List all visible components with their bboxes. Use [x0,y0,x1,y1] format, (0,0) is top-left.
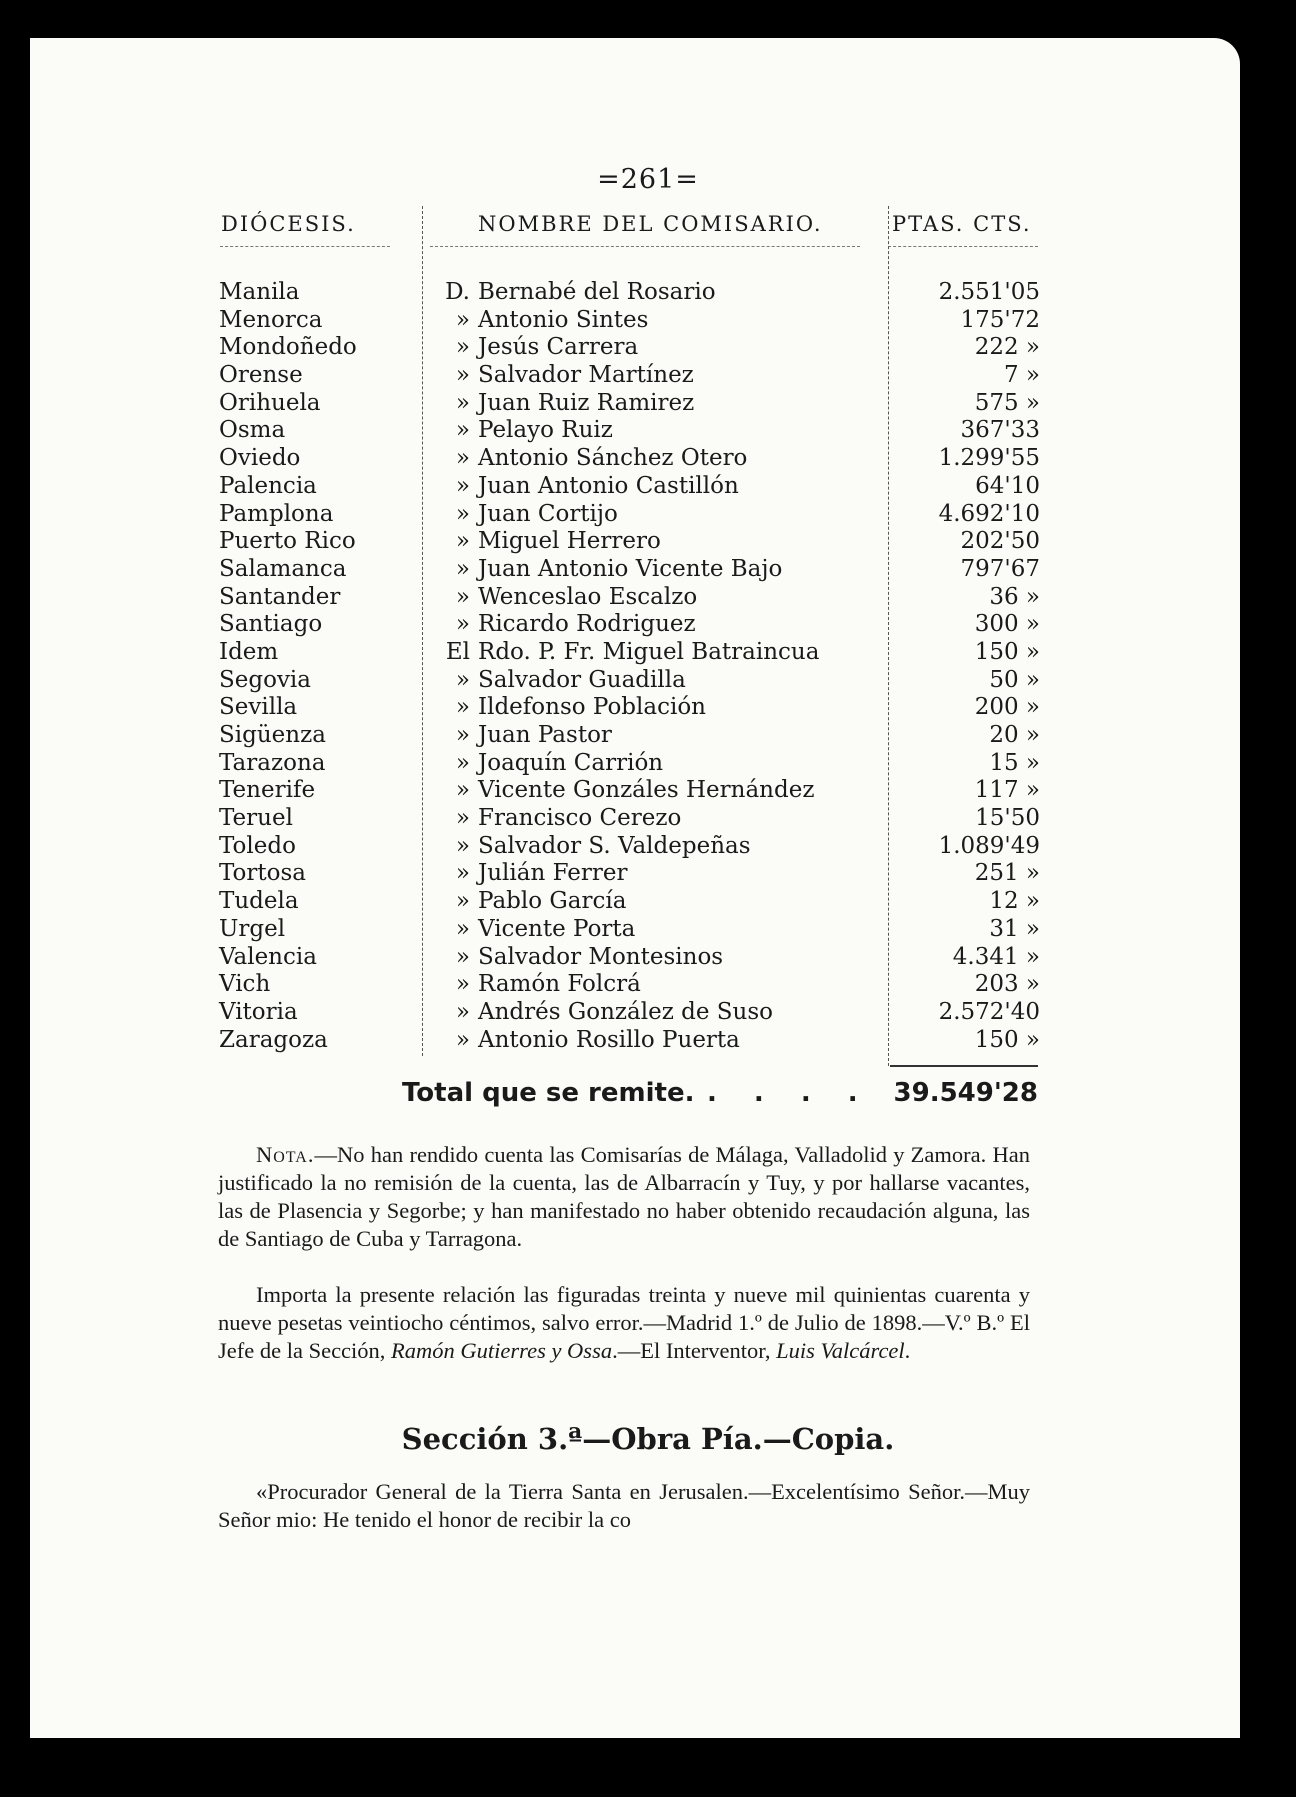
honorific-cell: » [455,500,470,527]
diocesis-cell: Orihuela [219,389,321,416]
honorific-cell: » [455,722,470,748]
comisario-name-cell: Salvador Guadilla [478,666,686,693]
diocese-table [0,279,1296,1054]
honorific-cell: » [455,915,470,942]
honorific-cell: » [455,998,470,1025]
amount-cell: 31 » [989,915,1040,942]
diocesis-cell: Vitoria [219,998,298,1025]
amount-cell: 4.692'10 [938,500,1040,527]
amount-cell: 150 » [974,1026,1040,1053]
table-row [0,860,1296,888]
comisario-name-cell: Antonio Sintes [478,306,649,333]
importa-text: Importa la presente relación las figuradas treinta y nueve mil quinientas cuarenta y nueve pesetas veintiocho céntimos, salvo error.—Madrid 1.º de Julio de 1898.—V.º B.º El Jefe de la Sección, [218,1282,1030,1363]
header-rule-diocesis [220,246,390,247]
amount-cell: 222 » [974,334,1040,361]
amount-cell: 575 » [974,389,1040,416]
table-row [0,639,1296,667]
table-row [0,750,1296,778]
honorific-cell: » [455,306,470,333]
table-row [0,833,1296,861]
amount-cell: 200 » [974,694,1040,721]
procurador-paragraph [218,1478,1030,1534]
importa-end-text: . [904,1338,911,1363]
diocesis-cell: Mondoñedo [219,334,357,361]
honorific-cell: » [455,971,470,998]
diocesis-cell: Toledo [219,832,296,859]
table-row [0,999,1296,1027]
honorific-cell: El [445,638,470,665]
diocesis-cell: Manila [219,279,300,305]
procurador-text: «Procurador General de la Tierra Santa en Jerusalen.—Excelentísimo Señor.—Muy Señor mio: He tenido el honor de recibir la co [218,1479,1030,1532]
amount-cell: 203 » [974,971,1040,998]
table-row [0,777,1296,805]
comisario-name-cell: Wenceslao Escalzo [478,583,698,610]
comisario-name-cell: Francisco Cerezo [478,805,682,832]
amount-cell: 36 » [989,583,1040,610]
diocesis-cell: Santiago [219,611,323,638]
header-nombre-comisario: NOMBRE DEL COMISARIO. [478,212,823,236]
comisario-name-cell: Ricardo Rodriguez [478,611,696,638]
header-rule-nombre [430,246,860,247]
amount-cell: 202'50 [960,528,1040,555]
diocesis-cell: Idem [219,638,279,665]
table-row [0,362,1296,390]
diocesis-cell: Santander [219,583,341,610]
header-diocesis: DIÓCESIS. [221,212,356,236]
comisario-name-cell: Rdo. P. Fr. Miguel Batraincua [478,638,820,665]
diocesis-cell: Tudela [219,888,299,915]
honorific-cell: » [455,334,470,361]
diocesis-cell: Zaragoza [219,1026,328,1053]
table-row [0,694,1296,722]
interventor-signature-name: Luis Valcárcel [776,1338,905,1363]
amount-cell: 64'10 [975,472,1040,499]
diocesis-cell: Teruel [219,805,293,832]
honorific-cell: » [455,583,470,610]
honorific-cell: » [455,472,470,499]
diocesis-cell: Sigüenza [219,722,326,748]
table-row [0,279,1296,307]
comisario-name-cell: Juan Pastor [478,722,612,748]
diocesis-cell: Tortosa [219,860,307,887]
diocesis-cell: Tarazona [219,749,326,776]
diocesis-cell: Orense [219,362,303,389]
amount-cell: 15'50 [975,805,1040,832]
diocesis-cell: Salamanca [219,555,347,582]
diocesis-cell: Oviedo [219,445,301,472]
diocesis-cell: Valencia [219,943,317,970]
comisario-name-cell: Salvador Montesinos [478,943,724,970]
amount-cell: 2.551'05 [938,279,1040,305]
comisario-name-cell: Juan Antonio Castillón [478,472,739,499]
comisario-name-cell: Bernabé del Rosario [478,279,716,305]
comisario-name-cell: Ramón Folcrá [478,971,641,998]
honorific-cell: D. [445,279,470,305]
honorific-cell: » [455,555,470,582]
table-row [0,971,1296,999]
comisario-name-cell: Antonio Sánchez Otero [478,445,748,472]
section-heading: Sección 3.ª—Obra Pía.—Copia. [401,1422,895,1456]
honorific-cell: » [455,777,470,804]
diocesis-cell: Puerto Rico [219,528,356,555]
amount-cell: 251 » [974,860,1040,887]
honorific-cell: » [455,389,470,416]
table-row [0,390,1296,418]
diocesis-cell: Segovia [219,666,311,693]
table-row [0,805,1296,833]
honorific-cell: » [455,445,470,472]
honorific-cell: » [455,666,470,693]
amount-cell: 12 » [989,888,1040,915]
amount-cell: 150 » [974,638,1040,665]
amount-cell: 50 » [989,666,1040,693]
table-row [0,1027,1296,1055]
amount-cell: 1.299'55 [938,445,1040,472]
honorific-cell: » [455,362,470,389]
amount-cell: 7 » [1003,362,1040,389]
honorific-cell: » [455,417,470,444]
total-value: 39.549'28 [893,1078,1038,1108]
amount-cell: 4.341 » [952,943,1040,970]
honorific-cell: » [455,1026,470,1053]
comisario-name-cell: Julián Ferrer [478,860,628,887]
comisario-name-cell: Vicente Gonzáles Hernández [478,777,815,804]
diocesis-cell: Tenerife [219,777,316,804]
comisario-name-cell: Joaquín Carrión [478,749,664,776]
importa-middle-text: .—El Interventor, [612,1338,777,1363]
nota-paragraph [218,1141,1030,1253]
table-row [0,722,1296,750]
amount-cell: 15 » [989,749,1040,776]
nota-label: Nota. [256,1142,315,1167]
comisario-name-cell: Pablo García [478,888,627,915]
diocesis-cell: Osma [219,417,286,444]
amount-cell: 175'72 [960,306,1040,333]
nota-text: —No han rendido cuenta las Comisarías de Málaga, Valladolid y Zamora. Han justificado la no remisión de la cuenta, las de Albarracín y Tuy, y por hallarse vacantes, las de Plasencia y Segorbe; y han manifestado no haber obtenido recaudación alguna, las de Santiago de Cuba y Tarragona. [218,1142,1030,1251]
table-row [0,944,1296,972]
amount-cell: 300 » [974,611,1040,638]
table-row [0,501,1296,529]
comisario-name-cell: Ildefonso Población [478,694,706,721]
table-row [0,888,1296,916]
honorific-cell: » [455,694,470,721]
table-row [0,556,1296,584]
page-number: =261= [597,164,699,195]
table-row [0,334,1296,362]
amount-cell: 1.089'49 [938,832,1040,859]
table-row [0,307,1296,335]
total-leader-dots: . . . . [707,1078,872,1108]
table-row [0,528,1296,556]
comisario-name-cell: Vicente Porta [478,915,636,942]
diocesis-cell: Menorca [219,306,323,333]
table-row [0,417,1296,445]
amount-cell: 20 » [989,722,1040,748]
header-ptas-cts: PTAS. CTS. [892,212,1032,236]
comisario-name-cell: Jesús Carrera [478,334,639,361]
table-row [0,584,1296,612]
comisario-name-cell: Juan Antonio Vicente Bajo [478,555,783,582]
comisario-name-cell: Juan Cortijo [478,500,618,527]
honorific-cell: » [455,832,470,859]
comisario-name-cell: Juan Ruiz Ramirez [478,389,695,416]
comisario-name-cell: Andrés González de Suso [478,998,773,1025]
honorific-cell: » [455,528,470,555]
table-row [0,611,1296,639]
amount-cell: 117 » [974,777,1040,804]
total-rule [890,1065,1038,1067]
honorific-cell: » [455,888,470,915]
table-row [0,473,1296,501]
diocesis-cell: Pamplona [219,500,334,527]
honorific-cell: » [455,860,470,887]
jefe-signature-name: Ramón Gutierres y Ossa [391,1338,613,1363]
header-rule-ptas [888,246,1038,247]
honorific-cell: » [455,943,470,970]
table-row [0,667,1296,695]
total-label: Total que se remite. [402,1078,695,1108]
comisario-name-cell: Miguel Herrero [478,528,661,555]
diocesis-cell: Urgel [219,915,286,942]
comisario-name-cell: Salvador S. Valdepeñas [478,832,751,859]
honorific-cell: » [455,611,470,638]
amount-cell: 2.572'40 [938,998,1040,1025]
comisario-name-cell: Pelayo Ruiz [478,417,613,444]
diocesis-cell: Palencia [219,472,317,499]
table-row [0,445,1296,473]
table-row [0,916,1296,944]
diocesis-cell: Sevilla [219,694,298,721]
comisario-name-cell: Salvador Martínez [478,362,694,389]
honorific-cell: » [455,805,470,832]
amount-cell: 797'67 [960,555,1040,582]
honorific-cell: » [455,749,470,776]
amount-cell: 367'33 [960,417,1040,444]
comisario-name-cell: Antonio Rosillo Puerta [478,1026,740,1053]
importa-paragraph [218,1281,1030,1365]
diocesis-cell: Vich [219,971,271,998]
